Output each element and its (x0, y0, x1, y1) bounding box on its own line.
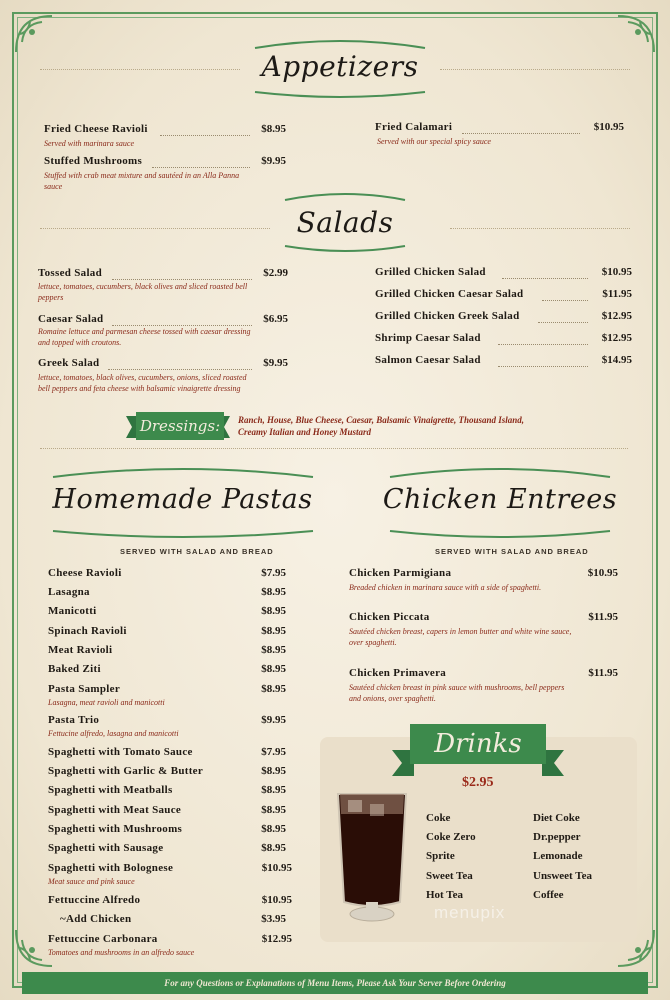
menu-item-price: $8.95 (261, 804, 286, 816)
menu-item-name: Spaghetti with Meatballs (48, 784, 173, 796)
salads-title: Salads (296, 206, 394, 239)
menu-item-price: $10.95 (593, 121, 624, 133)
menu-item-desc: Breaded chicken in marinara sauce with a side of spaghetti. (349, 583, 542, 592)
dressings-banner: Dressings: (136, 412, 224, 440)
menu-item-name: Spinach Ravioli (48, 625, 127, 637)
menu-item-name: Spaghetti with Meat Sauce (48, 804, 182, 816)
drink-item: Coffee (533, 889, 564, 901)
divider (40, 69, 240, 70)
menu-item-name: Grilled Chicken Caesar Salad (375, 288, 524, 300)
menu-item-desc: lettuce, tomatoes, cucumbers, black olives and sliced roasted bell peppers (38, 282, 248, 302)
drinks-price: $2.95 (462, 775, 494, 790)
drink-item: Dr.pepper (533, 831, 581, 843)
menu-item-price: $8.95 (261, 625, 286, 637)
menu-item-name: Chicken Parmigiana (349, 567, 452, 579)
divider (40, 448, 628, 449)
divider (450, 228, 630, 229)
menu-item-desc: lettuce, tomatoes, black olives, cucumbers, onions, sliced roasted bell peppers and feta cheese with balsamic vinaigrette dressing (38, 373, 247, 393)
drink-item: Sweet Tea (426, 870, 473, 882)
menu-item-name: Pasta Sampler (48, 683, 121, 695)
menu-item-desc: Stuffed with crab meat mixture and sautéed in an Alla Panna sauce (44, 171, 240, 191)
menu-item-name: Spaghetti with Garlic & Butter (48, 765, 204, 777)
menu-item-desc: Served with our special spicy sauce (377, 137, 491, 146)
menu-item-price: $10.95 (587, 567, 618, 579)
menu-item-price: $8.95 (261, 842, 286, 854)
menu-item-price: $11.95 (588, 611, 618, 623)
menu-item-name: Grilled Chicken Salad (375, 266, 486, 278)
menu-item-desc: Fettucine alfredo, lasagna and manicotti (48, 729, 179, 738)
menu-item-name: Fried Calamari (375, 121, 453, 133)
menu-item-price: $12.95 (601, 332, 632, 344)
footer-note: For any Questions or Explanations of Menu Items, Please Ask Your Server Before Ordering (22, 972, 648, 994)
menu-item-name: Manicotti (48, 605, 97, 617)
menu-item-price: $14.95 (601, 354, 632, 366)
leader-dots (108, 369, 252, 370)
leader-dots (462, 133, 580, 134)
leader-dots (498, 344, 588, 345)
menu-item-name: Chicken Primavera (349, 667, 447, 679)
corner-ornament-icon (598, 12, 658, 72)
menu-item-price: $8.95 (261, 586, 286, 598)
leader-dots (502, 278, 588, 279)
drink-item: Lemonade (533, 850, 583, 862)
menu-item-desc: Lasagna, meat ravioli and manicotti (48, 698, 165, 707)
menu-item-name: Salmon Caesar Salad (375, 354, 481, 366)
divider (40, 228, 270, 229)
drink-item: Unsweet Tea (533, 870, 592, 882)
menu-item-desc: Meat sauce and pink sauce (48, 877, 135, 886)
drink-item: Coke Zero (426, 831, 476, 843)
leader-dots (498, 366, 588, 367)
menu-item-price: $8.95 (261, 663, 286, 675)
dressings-list-line2: Creamy Italian and Honey Mustard (238, 427, 372, 437)
menu-item-name: Greek Salad (38, 357, 100, 369)
menu-item-desc: Tomatoes and mushrooms in an alfredo sauce (48, 948, 195, 957)
soda-glass-icon (336, 790, 408, 925)
drink-item: Hot Tea (426, 889, 463, 901)
chicken-subtitle: SERVED WITH SALAD AND BREAD (435, 547, 589, 556)
watermark: menupix (434, 903, 506, 922)
menu-item-price: $9.95 (261, 714, 286, 726)
leader-dots (152, 167, 250, 168)
menu-item-price: $8.95 (261, 605, 286, 617)
menu-item-name: ~Add Chicken (60, 913, 132, 925)
menu-item-price: $8.95 (261, 823, 286, 835)
menu-item-name: Caesar Salad (38, 313, 104, 325)
dressings-list-line1: Ranch, House, Blue Cheese, Caesar, Balsamic Vinaigrette, Thousand Island, (238, 415, 525, 425)
menu-item-price: $9.95 (261, 155, 286, 167)
menu-item-price: $9.95 (263, 357, 288, 369)
drink-item: Coke (426, 812, 451, 824)
menu-item-price: $8.95 (261, 765, 286, 777)
menu-item-name: Lasagna (48, 586, 90, 598)
menu-item-desc: Romaine lettuce and parmesan cheese tossed with caesar dressing and topped with croutons. (38, 327, 251, 347)
menu-item-price: $8.95 (261, 123, 286, 135)
menu-item-price: $2.99 (263, 267, 288, 279)
menu-item-price: $11.95 (602, 288, 632, 300)
menu-item-name: Cheese Ravioli (48, 567, 122, 579)
appetizers-title: Appetizers (261, 50, 419, 83)
pastas-title: Homemade Pastas (52, 484, 313, 515)
menu-item-price: $8.95 (261, 683, 286, 695)
menu-item-price: $12.95 (601, 310, 632, 322)
menu-item-name: Grilled Chicken Greek Salad (375, 310, 520, 322)
menu-item-name: Spaghetti with Sausage (48, 842, 164, 854)
menu-item-name: Spaghetti with Mushrooms (48, 823, 183, 835)
menu-item-price: $3.95 (261, 913, 286, 925)
menu-item-name: Stuffed Mushrooms (44, 155, 143, 167)
menu-item-price: $7.95 (261, 567, 286, 579)
menu-item-price: $10.95 (261, 862, 292, 874)
menu-item-name: Tossed Salad (38, 267, 103, 279)
drinks-banner: Drinks (410, 724, 546, 764)
menu-item-price: $10.95 (601, 266, 632, 278)
menu-item-name: Shrimp Caesar Salad (375, 332, 481, 344)
menu-item-name: Fettuccine Carbonara (48, 933, 158, 945)
menu-item-price: $11.95 (588, 667, 618, 679)
menu-item-price: $10.95 (261, 894, 292, 906)
menu-item-name: Spaghetti with Tomato Sauce (48, 746, 193, 758)
leader-dots (538, 322, 588, 323)
menu-item-price: $8.95 (261, 784, 286, 796)
menu-item-name: Meat Ravioli (48, 644, 113, 656)
leader-dots (160, 135, 250, 136)
divider (440, 69, 630, 70)
menu-item-name: Spaghetti with Bolognese (48, 862, 174, 874)
menu-item-name: Fettuccine Alfredo (48, 894, 141, 906)
menu-item-desc: Sautéed chicken breast in pink sauce with mushrooms, bell peppers and onions, over spaghetti. (349, 683, 565, 703)
drink-item: Diet Coke (533, 812, 580, 824)
corner-ornament-icon (12, 12, 72, 72)
drink-item: Sprite (426, 850, 455, 862)
menu-item-desc: Served with marinara sauce (44, 139, 134, 148)
menu-item-price: $7.95 (261, 746, 286, 758)
leader-dots (542, 300, 588, 301)
pastas-subtitle: SERVED WITH SALAD AND BREAD (120, 547, 274, 556)
chicken-title: Chicken Entrees (382, 484, 618, 515)
leader-dots (112, 279, 252, 280)
menu-item-price: $12.95 (261, 933, 292, 945)
menu-item-name: Chicken Piccata (349, 611, 430, 623)
menu-item-price: $8.95 (261, 644, 286, 656)
menu-item-name: Baked Ziti (48, 663, 101, 675)
menu-item-name: Pasta Trio (48, 714, 100, 726)
menu-item-name: Fried Cheese Ravioli (44, 123, 148, 135)
menu-item-desc: Sautéed chicken breast, capers in lemon butter and white wine sauce, over spaghetti. (349, 627, 572, 647)
menu-item-price: $6.95 (263, 313, 288, 325)
